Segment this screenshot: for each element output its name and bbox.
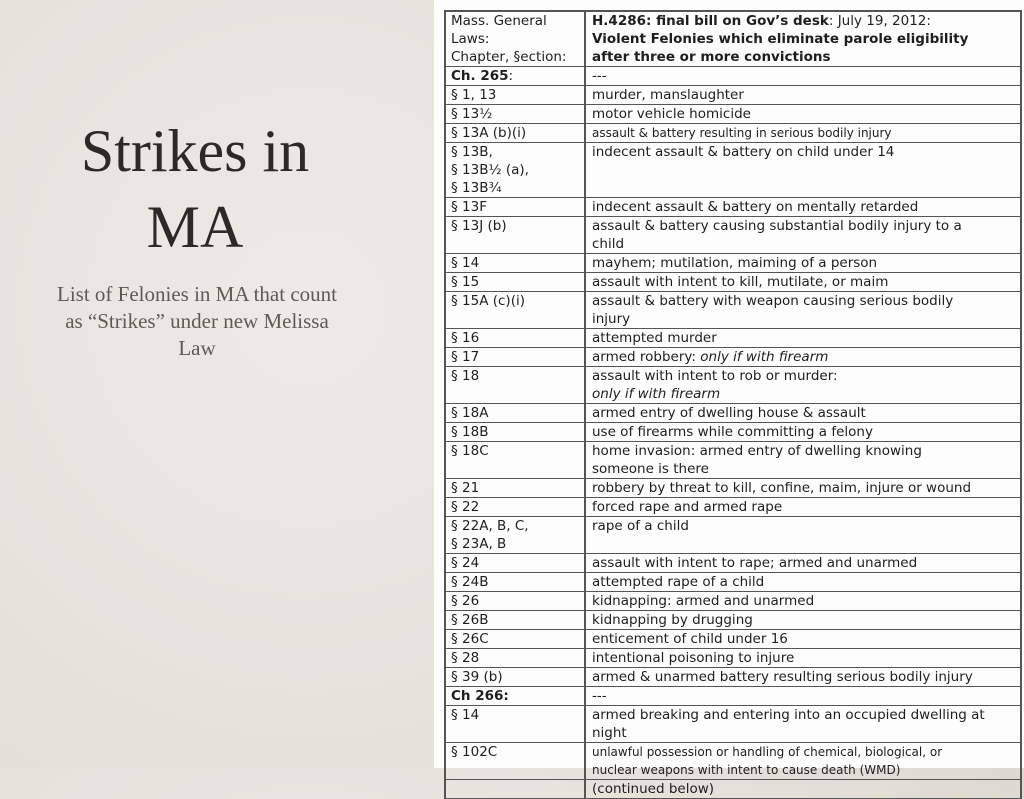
subtitle-line: Law <box>178 336 216 360</box>
section-line: § 21 <box>451 480 480 496</box>
header-text: Mass. General <box>451 13 547 29</box>
continued-note: (continued below) <box>592 781 715 797</box>
description-text: injury <box>592 311 631 327</box>
description-text: armed breaking and entering into an occupied dwelling at <box>592 707 985 723</box>
description-cell <box>586 649 1020 667</box>
table-row <box>446 706 1020 743</box>
table-row <box>446 198 1020 217</box>
description-line <box>592 554 1020 572</box>
section-line: § 24 <box>451 555 480 571</box>
description-text: murder, manslaughter <box>592 87 744 103</box>
section-line: § 13J (b) <box>451 218 507 234</box>
description-line <box>592 254 1020 272</box>
description-italic: only if with firearm <box>592 386 721 402</box>
section-cell <box>446 592 586 610</box>
description-text: mayhem; mutilation, maiming of a person <box>592 255 878 271</box>
section-line: § 1, 13 <box>451 87 497 103</box>
description-text: robbery by threat to kill, confine, maim, injure or wound <box>592 480 972 496</box>
description-line <box>592 292 1020 310</box>
section-cell <box>446 479 586 497</box>
description-cell <box>586 592 1020 610</box>
description-text: night <box>592 725 627 741</box>
description-text: someone is there <box>592 461 709 477</box>
description-line <box>592 143 1020 161</box>
section-cell <box>446 668 586 686</box>
description-text: kidnapping by drugging <box>592 612 753 628</box>
section-line: § 13½ <box>451 106 493 122</box>
subtitle-line: as “Strikes” under new Melissa <box>65 309 329 333</box>
description-line <box>592 761 1020 779</box>
table-row <box>446 479 1020 498</box>
bill-date: : July 19, 2012: <box>828 13 931 29</box>
description-cell <box>586 292 1020 328</box>
description-text: attempted rape of a child <box>592 574 765 590</box>
description-text: motor vehicle homicide <box>592 106 751 122</box>
description-line <box>592 404 1020 422</box>
table-row <box>446 668 1020 687</box>
description-line <box>592 105 1020 123</box>
section-cell <box>446 498 586 516</box>
section-cell <box>446 573 586 591</box>
description-text: assault & battery causing substantial bodily injury to a <box>592 218 962 234</box>
section-cell <box>446 423 586 441</box>
description-text: child <box>592 236 625 252</box>
description-cell <box>586 273 1020 291</box>
section-cell <box>446 611 586 629</box>
description-line <box>592 573 1020 591</box>
section-cell <box>446 105 586 123</box>
table-row <box>446 649 1020 668</box>
bill-id: H.4286: <box>592 13 652 29</box>
table-row <box>446 329 1020 348</box>
section-cell <box>446 86 586 104</box>
description-text: armed entry of dwelling house & assault <box>592 405 866 421</box>
chapter-266-label: Ch 266: <box>446 687 586 705</box>
section-cell <box>446 254 586 272</box>
section-cell <box>446 517 586 553</box>
chapter-label-cell <box>446 67 586 85</box>
section-line: § 18A <box>451 405 489 421</box>
section-line: § 26B <box>451 612 489 628</box>
section-line: § 26 <box>451 593 480 609</box>
section-line: § 13B½ (a), <box>451 162 529 178</box>
description-line <box>592 649 1020 667</box>
section-cell <box>446 198 586 216</box>
description-cell <box>586 423 1020 441</box>
section-cell <box>446 217 586 253</box>
header-col-bill <box>586 12 1020 66</box>
description-line <box>592 329 1020 347</box>
description-line <box>592 124 1020 142</box>
table-row <box>446 273 1020 292</box>
description-line <box>592 668 1020 686</box>
section-cell <box>446 143 586 197</box>
description-line <box>592 310 1020 328</box>
description-cell <box>586 517 1020 553</box>
continued-row <box>446 780 1020 799</box>
section-line: § 14 <box>451 707 480 723</box>
description-line <box>592 479 1020 497</box>
section-cell <box>446 329 586 347</box>
section-line: § 24B <box>451 574 489 590</box>
section-cell <box>446 367 586 403</box>
section-line: § 16 <box>451 330 480 346</box>
table-row <box>446 292 1020 329</box>
description-cell <box>586 479 1020 497</box>
description-text: indecent assault & battery on child under 14 <box>592 144 895 160</box>
description-line <box>592 517 1020 535</box>
section-line: § 18C <box>451 443 489 459</box>
description-text: assault with intent to kill, mutilate, or maim <box>592 274 889 290</box>
table-row <box>446 517 1020 554</box>
description-cell <box>586 198 1020 216</box>
section-cell <box>446 649 586 667</box>
description-line <box>592 743 1020 761</box>
description-line <box>592 86 1020 104</box>
section-line: § 26C <box>451 631 489 647</box>
description-text: home invasion: armed entry of dwelling knowing <box>592 443 922 459</box>
section-line: § 39 (b) <box>451 669 503 685</box>
subtitle-line: List of Felonies in MA that count <box>57 282 337 306</box>
description-line <box>592 630 1020 648</box>
slide-title-line1: Strikes in <box>80 118 310 184</box>
section-line: § 17 <box>451 349 480 365</box>
section-cell <box>446 554 586 572</box>
section-line: § 14 <box>451 255 480 271</box>
description-line <box>592 706 1020 724</box>
table-row <box>446 254 1020 273</box>
felony-table <box>444 10 1022 799</box>
description-text: armed robbery: <box>592 349 701 365</box>
description-cell <box>586 367 1020 403</box>
table-row <box>446 348 1020 367</box>
description-text: assault & battery with weapon causing serious bodily <box>592 293 954 309</box>
description-line <box>592 367 1020 385</box>
section-line: § 102C <box>451 744 498 760</box>
description-line <box>592 423 1020 441</box>
description-text: indecent assault & battery on mentally retarded <box>592 199 919 215</box>
description-italic: only if with firearm <box>700 349 829 365</box>
table-row <box>446 404 1020 423</box>
description-text: forced rape and armed rape <box>592 499 783 515</box>
description-line <box>592 273 1020 291</box>
table-row <box>446 743 1020 780</box>
description-cell <box>586 86 1020 104</box>
description-text: intentional poisoning to injure <box>592 650 795 666</box>
table-row <box>446 86 1020 105</box>
section-cell <box>446 124 586 142</box>
description-line <box>592 498 1020 516</box>
description-text: nuclear weapons with intent to cause death (WMD) <box>592 763 901 777</box>
section-line: § 13B, <box>451 144 493 160</box>
header-line2: Violent Felonies which eliminate parole eligibility <box>592 31 969 47</box>
header-line3: after three or more convictions <box>592 49 831 65</box>
description-line <box>592 348 1020 366</box>
table-row <box>446 611 1020 630</box>
description-cell <box>586 105 1020 123</box>
description-cell <box>586 630 1020 648</box>
description-line <box>592 724 1020 742</box>
description-text: enticement of child under 16 <box>592 631 788 647</box>
slide-subtitle <box>14 281 380 362</box>
header-text: Laws: <box>451 31 490 47</box>
section-line: § 15 <box>451 274 480 290</box>
description-line <box>592 592 1020 610</box>
description-cell <box>586 611 1020 629</box>
section-cell <box>446 630 586 648</box>
header-col-laws <box>446 12 586 66</box>
description-cell <box>586 217 1020 253</box>
table-row <box>446 124 1020 143</box>
description-cell <box>586 573 1020 591</box>
table-row <box>446 367 1020 404</box>
section-line: § 18B <box>451 424 489 440</box>
table-row <box>446 573 1020 592</box>
description-line <box>592 235 1020 253</box>
description-text: kidnapping: armed and unarmed <box>592 593 815 609</box>
section-line: § 13B¾ <box>451 180 502 196</box>
section-line: § 15A (c)(i) <box>451 293 525 309</box>
section-cell <box>446 442 586 478</box>
section-cell <box>446 743 586 779</box>
slide-title-panel <box>0 0 400 768</box>
table-row <box>446 592 1020 611</box>
chapter-265-value: --- <box>592 68 607 84</box>
section-line: § 13A (b)(i) <box>451 125 527 141</box>
table-row <box>446 442 1020 479</box>
description-cell <box>586 442 1020 478</box>
description-cell <box>586 554 1020 572</box>
table-row <box>446 143 1020 198</box>
bill-desc: final bill on Gov’s desk <box>651 13 829 29</box>
description-text: assault & battery resulting in serious bodily injury <box>592 126 892 140</box>
section-cell <box>446 273 586 291</box>
description-cell <box>586 498 1020 516</box>
continued-empty-cell <box>446 780 586 798</box>
chapter-266-row <box>446 687 1020 706</box>
description-text: armed & unarmed battery resulting serious bodily injury <box>592 669 973 685</box>
table-row <box>446 217 1020 254</box>
table-row <box>446 105 1020 124</box>
section-line: § 13F <box>451 199 487 215</box>
description-cell <box>586 329 1020 347</box>
section-line: § 23A, B <box>451 536 507 552</box>
description-cell <box>586 143 1020 197</box>
section-line: § 22A, B, C, <box>451 518 529 534</box>
description-text: assault with intent to rob or murder: <box>592 368 838 384</box>
table-row <box>446 498 1020 517</box>
section-line: § 22 <box>451 499 480 515</box>
table-row <box>446 423 1020 442</box>
section-line: § 18 <box>451 368 480 384</box>
description-cell <box>586 254 1020 272</box>
chapter-266-rows <box>446 706 1020 780</box>
section-line: § 28 <box>451 650 480 666</box>
description-cell <box>586 668 1020 686</box>
table-row <box>446 630 1020 649</box>
chapter-265-label: Ch. 265 <box>451 68 509 84</box>
description-line <box>592 217 1020 235</box>
chapter-265-row <box>446 67 1020 86</box>
description-cell <box>586 743 1020 779</box>
table-row <box>446 554 1020 573</box>
chapter-265-rows <box>446 86 1020 687</box>
section-cell <box>446 348 586 366</box>
description-text: use of firearms while committing a felony <box>592 424 873 440</box>
description-cell <box>586 706 1020 742</box>
section-cell <box>446 706 586 742</box>
description-line <box>592 198 1020 216</box>
description-line <box>592 460 1020 478</box>
description-cell <box>586 124 1020 142</box>
description-text: rape of a child <box>592 518 689 534</box>
table-header-row <box>446 12 1020 67</box>
chapter-265-colon: : <box>508 68 514 84</box>
description-text: attempted murder <box>592 330 717 346</box>
header-text: Chapter, §ection: <box>451 49 567 65</box>
description-cell <box>586 348 1020 366</box>
section-cell <box>446 404 586 422</box>
section-cell <box>446 292 586 328</box>
slide-title-line2: MA <box>146 194 244 260</box>
description-text: assault with intent to rape; armed and unarmed <box>592 555 918 571</box>
description-line <box>592 442 1020 460</box>
description-cell <box>586 404 1020 422</box>
description-line <box>592 611 1020 629</box>
chapter-266-value: --- <box>592 688 607 704</box>
scanned-document <box>434 0 1024 797</box>
description-text: unlawful possession or handling of chemical, biological, or <box>592 745 943 759</box>
